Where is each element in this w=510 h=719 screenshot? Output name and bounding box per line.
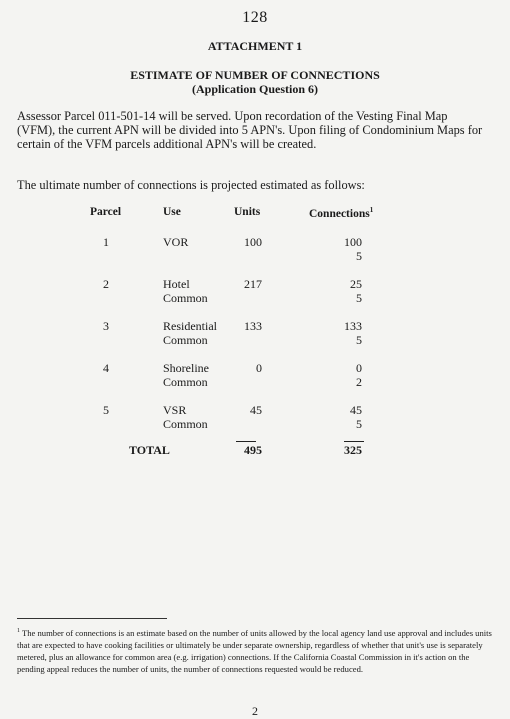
page-number-bottom: 2 xyxy=(252,704,258,718)
connections-line-2: 5 xyxy=(356,291,362,305)
table-cell-units: 133 xyxy=(244,319,262,333)
connections-total-rule xyxy=(344,441,364,442)
table-cell-use xyxy=(163,319,217,347)
title-line-1: ESTIMATE OF NUMBER OF CONNECTIONS xyxy=(130,68,380,82)
connections-label: Connections xyxy=(309,207,370,220)
table-cell-use xyxy=(163,361,209,389)
table-cell-use xyxy=(163,403,208,431)
paragraph-intro: Assessor Parcel 011-501-14 will be served. Upon recordation of the Vesting Final Map (VFM), the current APN will be divided into 5 APN's. Upon filing of Condominium Maps for certain of the VFM parcels additional APN's will be created. xyxy=(17,109,483,151)
use-line-1: VOR xyxy=(163,235,189,249)
table-cell-units: 100 xyxy=(244,235,262,249)
table-cell-units: 45 xyxy=(250,403,262,417)
connections-line-1: 45 xyxy=(350,403,362,417)
footnote xyxy=(17,625,492,675)
table-cell-connections xyxy=(330,319,362,347)
use-line-1: Residential xyxy=(163,319,217,333)
table-cell-use xyxy=(163,277,208,305)
total-units: 495 xyxy=(244,443,262,457)
table-cell-parcel: 3 xyxy=(103,319,109,333)
table-cell-units: 217 xyxy=(244,277,262,291)
use-line-1: VSR xyxy=(163,403,187,417)
use-line-2: Common xyxy=(163,417,208,431)
table-cell-connections xyxy=(330,235,362,263)
connections-footnote-mark: 1 xyxy=(369,206,374,214)
table-header-parcel: Parcel xyxy=(90,206,122,218)
attachment-heading: ATTACHMENT 1 xyxy=(207,39,303,53)
table-cell-connections xyxy=(330,361,362,389)
table-cell-parcel: 2 xyxy=(103,277,109,291)
use-line-2: Common xyxy=(163,375,208,389)
connections-line-2: 5 xyxy=(356,333,362,347)
table-header-units: Units xyxy=(234,206,261,218)
table-header-use: Use xyxy=(163,206,181,218)
connections-line-2: 5 xyxy=(356,249,362,263)
table-cell-parcel: 4 xyxy=(103,361,109,375)
page-number-top: 128 xyxy=(242,9,268,26)
footnote-text: The number of connections is an estimate based on the number of units allowed by the local agency land use approval and includes units that are expected to have cooking facilities or ultimately be under separate ownership, regardless of whether that unit's use is separately metered, plus an allowance for common area (e.g. irrigation) connections. If the California Coastal Commission in it's action on the pending appeal reduces the number of units, the number of connections requested would be reduced. xyxy=(17,627,492,674)
table-header-connections xyxy=(309,206,373,220)
connections-line-2: 2 xyxy=(356,375,362,389)
title-line-2: (Application Question 6) xyxy=(191,82,318,96)
units-total-rule xyxy=(236,441,256,442)
connections-line-1: 0 xyxy=(356,361,362,375)
use-line-2: Common xyxy=(163,291,208,305)
table-cell-units: 0 xyxy=(256,361,262,375)
document-title xyxy=(0,68,510,96)
footnote-mark: 1 xyxy=(17,628,20,634)
connections-line-1: 133 xyxy=(344,319,362,333)
use-line-1: Shoreline xyxy=(163,361,209,375)
table-cell-connections xyxy=(330,403,362,431)
total-connections: 325 xyxy=(344,443,362,457)
use-line-1: Hotel xyxy=(163,277,190,291)
paragraph-projection: The ultimate number of connections is projected estimated as follows: xyxy=(17,178,365,192)
connections-line-2: 5 xyxy=(356,417,362,431)
total-label: TOTAL xyxy=(129,443,170,457)
table-cell-parcel: 1 xyxy=(103,235,109,249)
connections-line-1: 100 xyxy=(344,235,362,249)
connections-line-1: 25 xyxy=(350,277,362,291)
table-cell-connections xyxy=(330,277,362,305)
footnote-rule xyxy=(17,618,167,619)
table-cell-use xyxy=(163,235,188,249)
table-cell-parcel: 5 xyxy=(103,403,109,417)
use-line-2: Common xyxy=(163,333,208,347)
